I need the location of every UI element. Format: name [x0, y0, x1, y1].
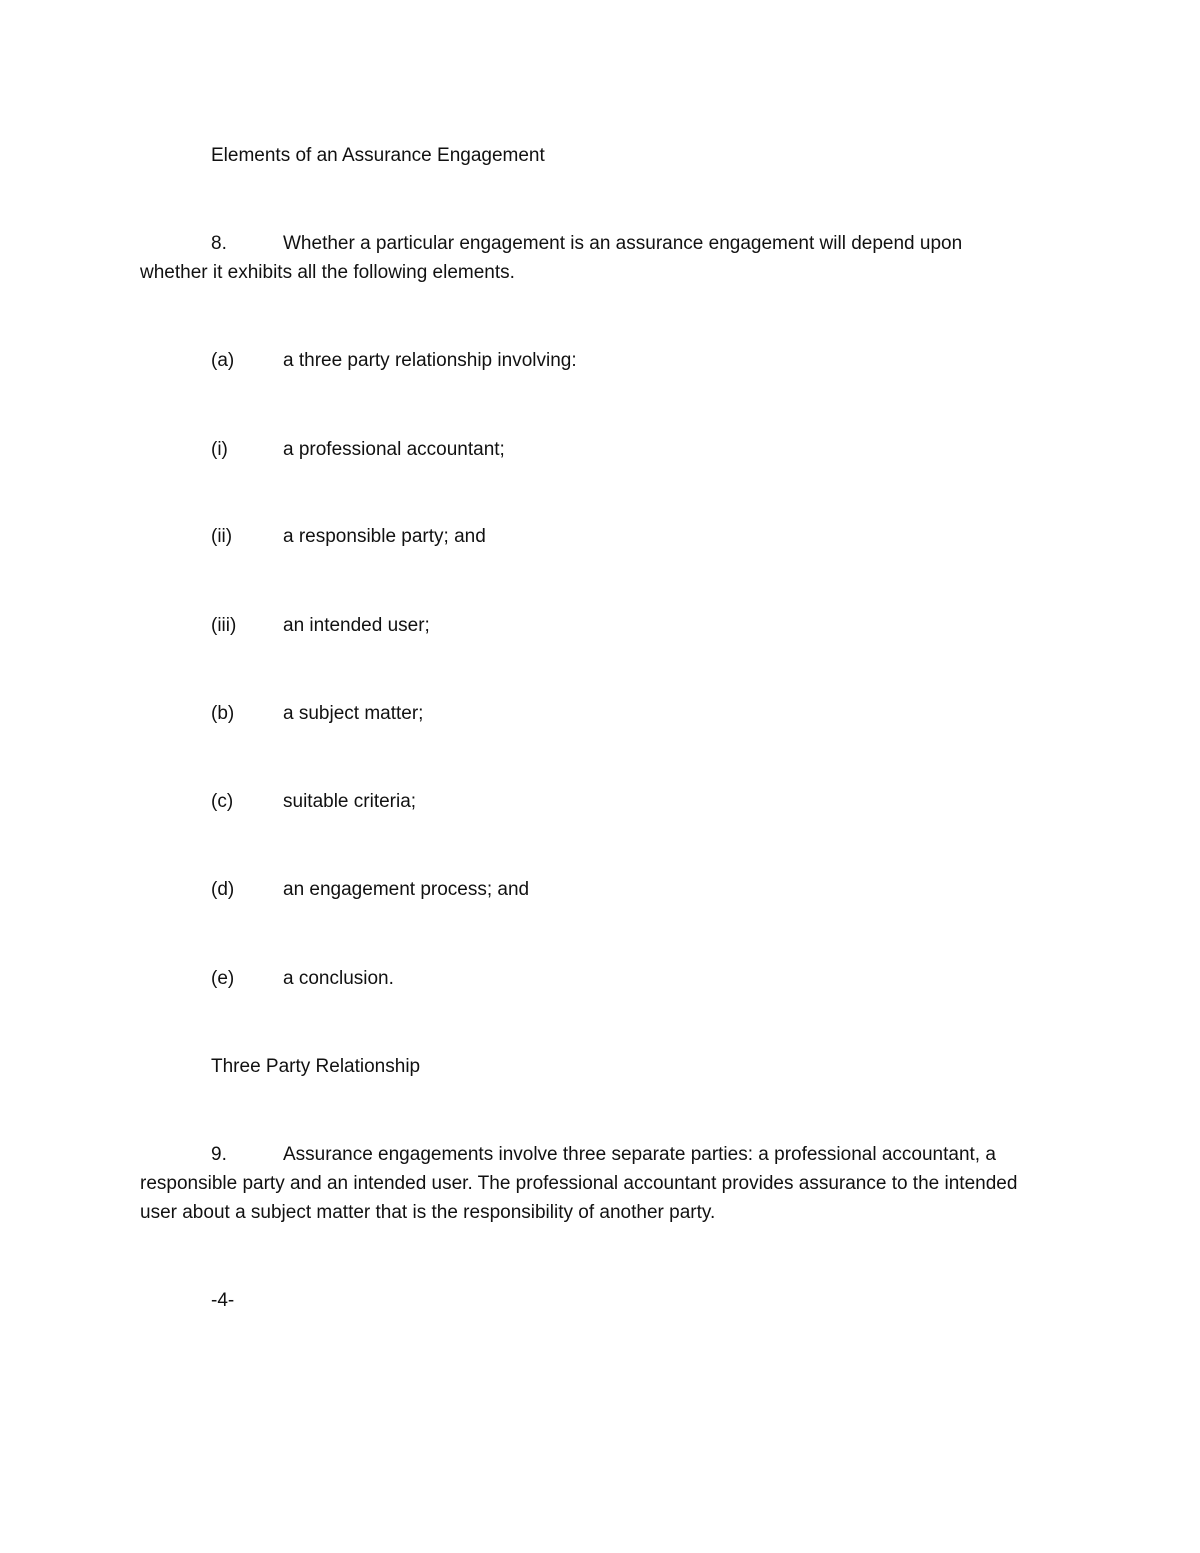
page-number: -4- — [211, 1290, 235, 1311]
paragraph-number-8: 8. — [211, 233, 227, 254]
paragraph-9-line-2: responsible party and an intended user. The professional accountant provides assurance to the intended — [140, 1173, 1018, 1194]
section-heading-elements: Elements of an Assurance Engagement — [211, 145, 545, 166]
list-item-marker: (e) — [211, 968, 235, 989]
paragraph-9-first-line: Assurance engagements involve three separate parties: a professional accountant, a — [283, 1144, 996, 1165]
list-item-text: a conclusion. — [283, 968, 394, 989]
list-item-text: an engagement process; and — [283, 879, 530, 900]
list-item-marker: (iii) — [211, 615, 237, 636]
list-item-text: a responsible party; and — [283, 526, 486, 547]
list-item-marker: (a) — [211, 350, 235, 371]
list-item-text: a three party relationship involving: — [283, 350, 577, 371]
list-item-text: suitable criteria; — [283, 791, 417, 812]
list-item-marker: (b) — [211, 703, 235, 724]
list-item-marker: (i) — [211, 439, 228, 460]
list-item-marker: (d) — [211, 879, 235, 900]
paragraph-8-first-line: Whether a particular engagement is an assurance engagement will depend upon — [283, 233, 963, 254]
paragraph-9-line-3: user about a subject matter that is the responsibility of another party. — [140, 1202, 716, 1223]
list-item-marker: (c) — [211, 791, 234, 812]
list-item-text: a professional accountant; — [283, 439, 505, 460]
section-heading-three-party: Three Party Relationship — [211, 1056, 421, 1077]
list-item-text: a subject matter; — [283, 703, 424, 724]
paragraph-number-9: 9. — [211, 1144, 227, 1165]
paragraph-8-continuation: whether it exhibits all the following elements. — [140, 262, 515, 283]
list-item-marker: (ii) — [211, 526, 233, 547]
list-item-text: an intended user; — [283, 615, 430, 636]
